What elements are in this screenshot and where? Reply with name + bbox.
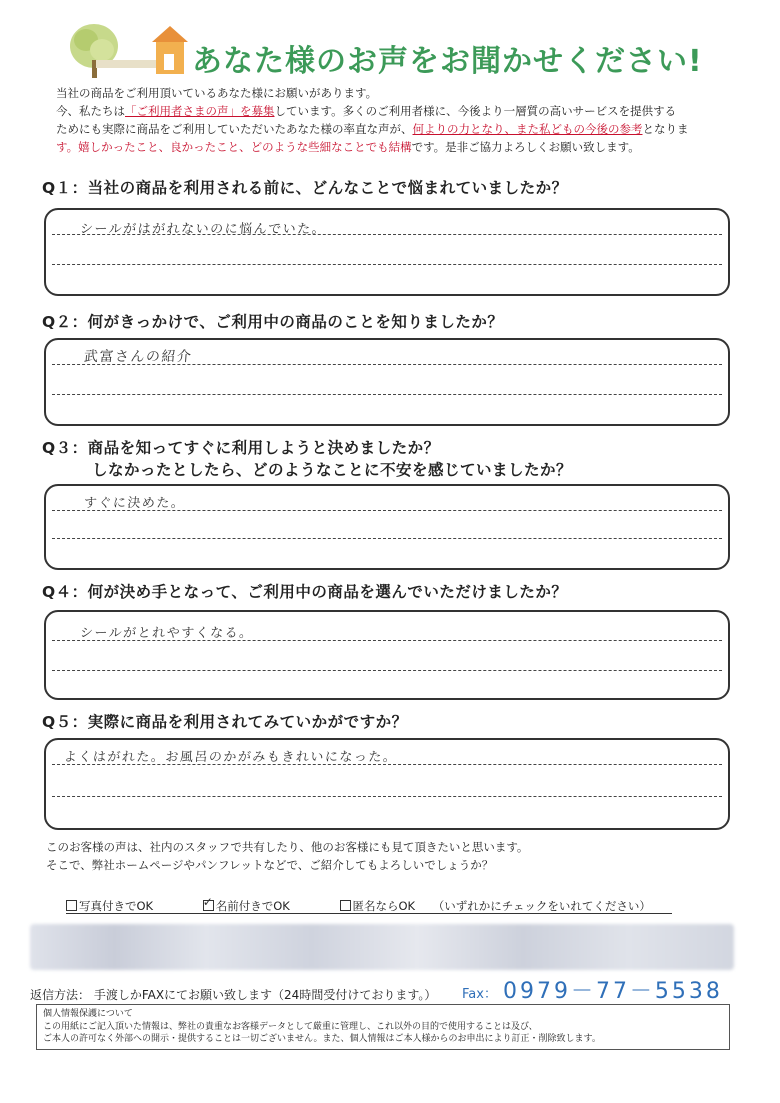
- question-5-label: Q５：実際に商品を利用されてみていかがですか？: [42, 713, 408, 731]
- privacy-line-2: ご本人の許可なく外部への開示・提供することは一切ございません。また、個人情報はご本人様からのお申出により訂正・削除致します。: [43, 1034, 601, 1044]
- answer-box-5[interactable]: [44, 738, 730, 830]
- check-hint: （いずれかにチェックをいれてください）: [432, 899, 651, 913]
- company-logo: [66, 20, 188, 82]
- privacy-notice: [36, 1004, 730, 1050]
- redacted-customer-info: [30, 924, 734, 970]
- answer-3-text: すぐに決めた。: [83, 496, 186, 511]
- consent-photo-option[interactable]: 写真付きでOK: [66, 899, 153, 913]
- answer-box-1[interactable]: [44, 208, 730, 296]
- consent-name-option[interactable]: ✓ 名前付きでOK: [203, 899, 290, 913]
- checkbox-name-checked[interactable]: [203, 900, 214, 911]
- answer-line: [52, 764, 722, 765]
- checkbox-divider: [66, 913, 672, 914]
- answer-line: [52, 264, 722, 265]
- intro-highlight: 「ご利用者さまの声」を募集: [125, 104, 275, 118]
- answer-line: [52, 510, 722, 511]
- reply-method: 返信方法： 手渡しかFAXにてお願い致します（24時間受付けております。）: [30, 988, 437, 1002]
- answer-line: [52, 364, 722, 365]
- intro-highlight: す。嬉しかったこと、良かったこと、どのような些細なことでも結構: [56, 140, 412, 154]
- intro-line-3: ためにも実際に商品をご利用していただいたあなた様の率直な声が、何よりの力となり、また私どもの今後の参考となりま: [56, 122, 689, 136]
- answer-line: [52, 538, 722, 539]
- answer-1-text: シールがはがれないのに悩んでいた。: [79, 222, 327, 237]
- share-note-line-1: このお客様の声は、社内のスタッフで共有したり、他のお客様にも見て頂きたいと思います。: [46, 840, 529, 854]
- page-title: あなた様のお声をお聞かせください!: [192, 44, 703, 79]
- consent-anonymous-option[interactable]: 匿名ならOK: [340, 899, 416, 913]
- privacy-heading: 個人情報保護について: [43, 1009, 133, 1019]
- answer-box-3[interactable]: [44, 484, 730, 570]
- question-4-label: Q４：何が決め手となって、ご利用中の商品を選んでいただけましたか？: [42, 583, 568, 601]
- question-1-label: Q１：当社の商品を利用される前に、どんなことで悩まれていましたか？: [42, 179, 568, 197]
- checkbox-photo[interactable]: [66, 900, 77, 911]
- intro-highlight: 何よりの力となり、また私どもの今後の参考: [412, 122, 643, 136]
- answer-line: [52, 796, 722, 797]
- consent-options: [66, 898, 651, 914]
- question-2-label: Q２：何がきっかけで、ご利用中の商品のことを知りましたか？: [42, 313, 504, 331]
- answer-4-text: シールがとれやすくなる。: [79, 626, 255, 641]
- answer-5-text: よくはがれた。お風呂のかがみもきれいになった。: [63, 750, 398, 765]
- privacy-line-1: この用紙にご記入頂いた情報は、弊社の貴重なお客様データとして厳重に管理し、これ以外の目的で使用することは及び、: [43, 1021, 538, 1032]
- intro-line-1: 当社の商品をご利用頂いているあなた様にお願いがあります。: [56, 86, 378, 100]
- answer-line: [52, 640, 722, 641]
- intro-line-4: す。嬉しかったこと、良かったこと、どのような些細なことでも結構です。是非ご協力よろしくお願い致します。: [56, 140, 640, 154]
- answer-line: [52, 670, 722, 671]
- answer-box-4[interactable]: [44, 610, 730, 700]
- answer-line: [52, 394, 722, 395]
- answer-line: [52, 234, 722, 235]
- checkbox-anonymous[interactable]: [340, 900, 351, 911]
- fax-label: Fax：: [462, 987, 497, 1002]
- question-3-sublabel: しなかったとしたら、どのようなことに不安を感じていましたか？: [92, 461, 573, 479]
- share-note-line-2: そこで、弊社ホームページやパンフレットなどで、ご紹介してもよろしいでしょうか？: [46, 858, 494, 872]
- question-3-label: Q３：商品を知ってすぐに利用しようと決めましたか？: [42, 439, 440, 457]
- answer-box-2[interactable]: [44, 338, 730, 426]
- fax-number: Fax： 0979－77－5538: [462, 979, 723, 1004]
- answer-2-text: 武富さんの紹介: [83, 349, 193, 365]
- intro-line-2: 今、私たちは「ご利用者さまの声」を募集しています。多くのご利用者様に、今後より一層質の高いサービスを提供する: [56, 104, 677, 118]
